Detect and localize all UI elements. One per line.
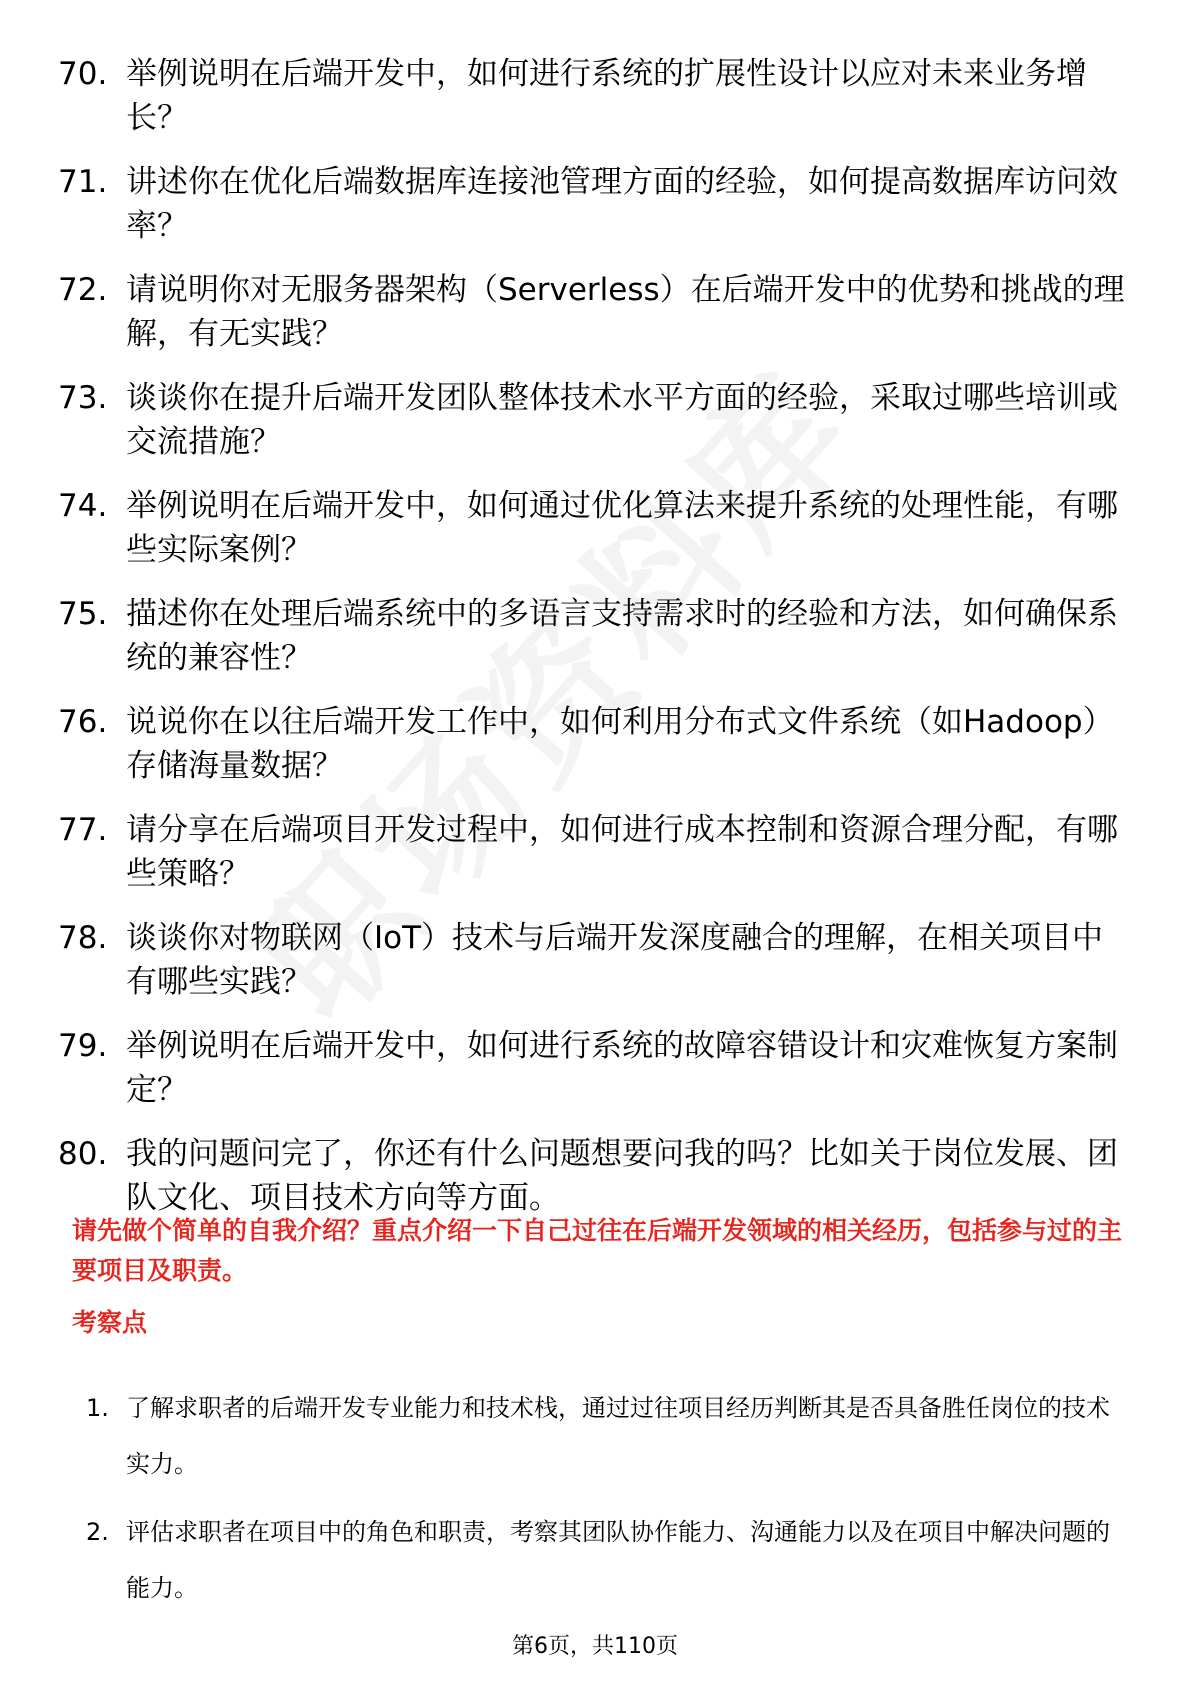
question-text: 我的问题问完了，你还有什么问题想要问我的吗？比如关于岗位发展、团队文化、项目技术方向等方面。	[126, 1136, 1118, 1216]
point-number: 1.	[86, 1394, 109, 1422]
question-number: 70.	[58, 56, 108, 92]
page-footer: 第6页，共110页	[512, 1634, 678, 1659]
question-number: 71.	[58, 164, 108, 200]
question-list	[58, 52, 1128, 1240]
question-text: 请说明你对无服务器架构（Serverless）在后端开发中的优势和挑战的理解，有无实践？	[126, 272, 1125, 352]
section-title: 考察点	[72, 1308, 148, 1337]
point-text: 了解求职者的后端开发专业能力和技术栈，通过过往项目经历判断其是否具备胜任岗位的技术实力。	[126, 1394, 1110, 1478]
question-number: 74.	[58, 488, 108, 524]
question-text: 谈谈你在提升后端开发团队整体技术水平方面的经验，采取过哪些培训或交流措施？	[126, 380, 1118, 460]
assessment-point	[86, 1380, 1122, 1492]
assessment-points	[86, 1380, 1122, 1628]
highlighted-question: 请先做个简单的自我介绍？重点介绍一下自己过往在后端开发领域的相关经历，包括参与过的主要项目及职责。	[72, 1216, 1123, 1285]
question-item	[58, 592, 1128, 680]
question-text: 说说你在以往后端开发工作中，如何利用分布式文件系统（如Hadoop）存储海量数据？	[126, 704, 1114, 784]
point-text: 评估求职者在项目中的角色和职责，考察其团队协作能力、沟通能力以及在项目中解决问题的能力。	[126, 1518, 1110, 1602]
question-number: 78.	[58, 920, 108, 956]
question-text: 举例说明在后端开发中，如何通过优化算法来提升系统的处理性能，有哪些实际案例？	[126, 488, 1118, 568]
question-number: 72.	[58, 272, 108, 308]
question-item	[58, 52, 1128, 140]
question-text: 举例说明在后端开发中，如何进行系统的故障容错设计和灾难恢复方案制定？	[126, 1028, 1118, 1108]
question-item	[58, 808, 1128, 896]
point-number: 2.	[86, 1518, 109, 1546]
question-number: 73.	[58, 380, 108, 416]
question-item	[58, 700, 1128, 788]
question-text: 讲述你在优化后端数据库连接池管理方面的经验，如何提高数据库访问效率？	[126, 164, 1118, 244]
question-text: 谈谈你对物联网（IoT）技术与后端开发深度融合的理解，在相关项目中有哪些实践？	[126, 920, 1104, 1000]
assessment-point	[86, 1504, 1122, 1616]
question-text: 请分享在后端项目开发过程中，如何进行成本控制和资源合理分配，有哪些策略？	[126, 812, 1118, 892]
question-number: 80.	[58, 1136, 108, 1172]
question-text: 举例说明在后端开发中，如何进行系统的扩展性设计以应对未来业务增长？	[126, 56, 1087, 136]
question-item	[58, 268, 1128, 356]
question-number: 75.	[58, 596, 108, 632]
question-item	[58, 1132, 1128, 1220]
question-item	[58, 1024, 1128, 1112]
question-number: 79.	[58, 1028, 108, 1064]
question-item	[58, 376, 1128, 464]
question-number: 77.	[58, 812, 108, 848]
question-item	[58, 916, 1128, 1004]
question-item	[58, 160, 1128, 248]
question-number: 76.	[58, 704, 108, 740]
question-item	[58, 484, 1128, 572]
question-text: 描述你在处理后端系统中的多语言支持需求时的经验和方法，如何确保系统的兼容性？	[126, 596, 1118, 676]
